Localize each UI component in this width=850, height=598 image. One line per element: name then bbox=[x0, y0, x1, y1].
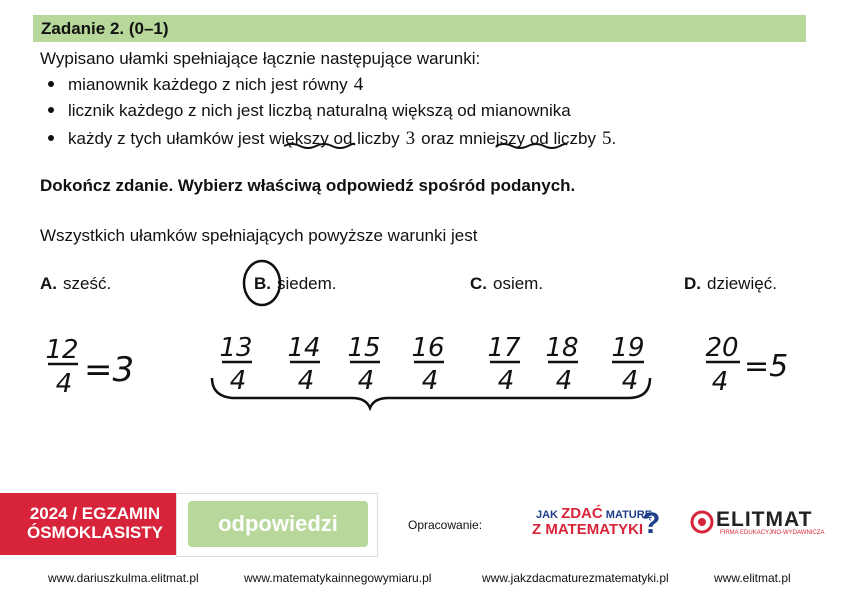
condition-2-text: licznik każdego z nich jest liczbą naturalną większą od mianownika bbox=[68, 101, 571, 120]
fraction-16-4 bbox=[411, 333, 444, 396]
svg-text:19: 19 bbox=[611, 333, 645, 363]
condition-1-text: mianownik każdego z nich jest równy bbox=[68, 75, 348, 94]
fraction-13-4 bbox=[219, 333, 252, 396]
condition-3-mid1: od liczby bbox=[333, 129, 400, 148]
svg-text:=5: =5 bbox=[744, 349, 789, 384]
svg-text:4: 4 bbox=[55, 369, 73, 399]
option-b-letter: B. bbox=[254, 274, 271, 293]
answers-button[interactable]: odpowiedzi bbox=[188, 501, 368, 547]
task-intro: Wypisano ułamki spełniające łącznie następujące warunki: bbox=[40, 49, 481, 68]
svg-text:4: 4 bbox=[621, 366, 639, 396]
svg-text:4: 4 bbox=[297, 366, 315, 396]
exam-badge bbox=[0, 493, 205, 555]
elitmat-logo[interactable] bbox=[690, 508, 825, 542]
svg-text:4: 4 bbox=[229, 366, 247, 396]
question: Wszystkich ułamków spełniających powyższe warunki jest bbox=[40, 226, 478, 245]
svg-text:4: 4 bbox=[555, 366, 573, 396]
task-title: Zadanie 2. (0–1) bbox=[41, 19, 169, 38]
prepared-by-label: Opracowanie: bbox=[408, 518, 483, 532]
number-5: 5 bbox=[601, 128, 612, 149]
svg-text:18: 18 bbox=[545, 333, 579, 363]
fraction-14-4 bbox=[287, 333, 320, 396]
svg-text:12: 12 bbox=[45, 335, 79, 365]
svg-text:15: 15 bbox=[347, 333, 381, 363]
svg-text:14: 14 bbox=[287, 333, 321, 363]
elitmat-logo-subtitle: FIRMA EDUKACYJNO-WYDAWNICZA bbox=[720, 530, 825, 536]
number-3: 3 bbox=[405, 128, 416, 149]
jzm-logo-line1: JAK ZDAĆ MATURĘ bbox=[536, 505, 653, 522]
option-c-letter: C. bbox=[470, 274, 487, 293]
instruction: Dokończ zdanie. Wybierz właściwą odpowiedź spośród podanych. bbox=[40, 176, 576, 195]
option-a-text: sześć. bbox=[63, 274, 112, 293]
exam-badge-line2: ÓSMOKLASISTY bbox=[26, 523, 163, 542]
svg-text:=3: =3 bbox=[84, 350, 135, 390]
link-elitmat[interactable]: www.elitmat.pl bbox=[714, 571, 791, 585]
option-a-letter: A. bbox=[40, 274, 57, 293]
fraction-17-4 bbox=[487, 333, 521, 396]
option-d-letter: D. bbox=[684, 274, 701, 293]
condition-3-end: . bbox=[611, 129, 617, 148]
fraction-18-4 bbox=[545, 333, 578, 396]
condition-3-pre: każdy z tych ułamków jest bbox=[68, 129, 265, 148]
link-matematykainnegowymiaru[interactable]: www.matematykainnegowymiaru.pl bbox=[244, 571, 432, 585]
word-mniejszy: mniejszy bbox=[458, 129, 526, 148]
fraction-15-4 bbox=[347, 333, 380, 396]
svg-text:4: 4 bbox=[497, 366, 515, 396]
jzm-logo-line2: Z MATEMATYKI bbox=[532, 521, 644, 538]
exam-badge-line1: 2024 / EGZAMIN bbox=[29, 504, 161, 523]
condition-1-number: 4 bbox=[353, 74, 364, 95]
svg-text:16: 16 bbox=[411, 333, 445, 363]
fraction-19-4 bbox=[611, 333, 644, 396]
option-c-text: osiem. bbox=[493, 274, 544, 293]
elitmat-logo-text: ELITMAT bbox=[716, 508, 813, 531]
elitmat-swirl-icon bbox=[690, 510, 714, 534]
svg-text:4: 4 bbox=[421, 366, 439, 396]
option-b-text: siedem. bbox=[277, 274, 337, 293]
svg-text:4: 4 bbox=[357, 366, 375, 396]
link-dariuszkulma[interactable]: www.dariuszkulma.elitmat.pl bbox=[48, 571, 199, 585]
svg-text:13: 13 bbox=[219, 333, 253, 363]
fraction-12-4 bbox=[45, 335, 134, 399]
jak-zdac-mature-logo[interactable] bbox=[532, 505, 662, 545]
word-wiekszy: większy bbox=[269, 129, 329, 148]
svg-text:4: 4 bbox=[711, 367, 729, 397]
option-d-text: dziewięć. bbox=[707, 274, 777, 293]
question-mark-icon: ? bbox=[642, 507, 661, 540]
link-jakzdacmature[interactable]: www.jakzdacmaturezmatematyki.pl bbox=[482, 571, 669, 585]
condition-3-mid2: oraz bbox=[421, 129, 455, 148]
fraction-20-4 bbox=[705, 333, 788, 397]
svg-text:17: 17 bbox=[487, 333, 521, 363]
condition-3-mid3: od liczby bbox=[529, 129, 596, 148]
svg-text:20: 20 bbox=[705, 333, 739, 363]
